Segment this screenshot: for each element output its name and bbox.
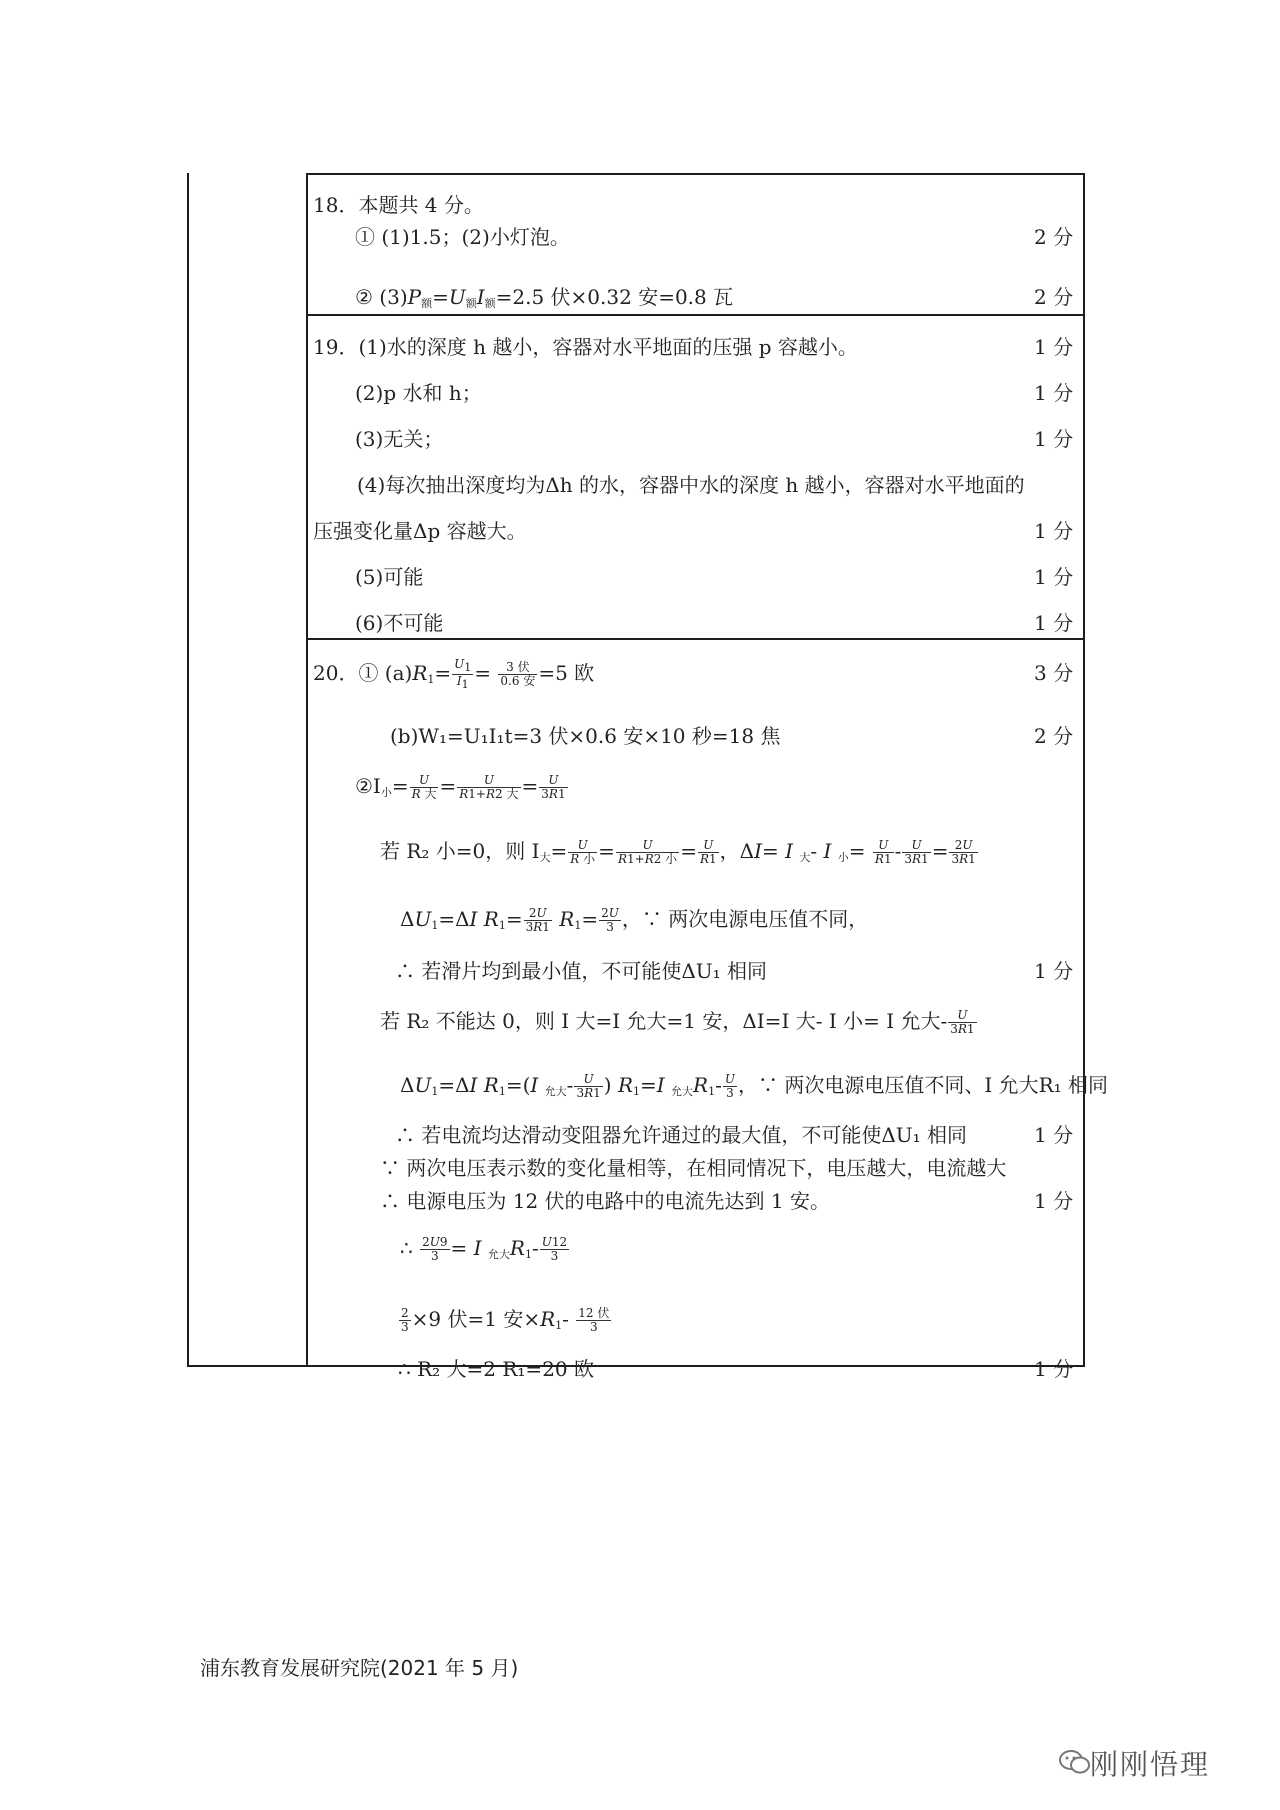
q20-line-9: ∴ 若电流均达滑动变阻器允许通过的最大值，不可能使ΔU₁ 相同: [395, 1123, 968, 1147]
table-left-border: [187, 173, 189, 1367]
q20-line-13: $\frac{2}{3}$ ×9 伏=1 安×R1- 12 伏 3: [401, 1306, 610, 1334]
q19-line-4: (4)每次抽出深度均为Δh 的水，容器中水的深度 h 越小，容器对水平地面的: [357, 473, 1025, 497]
q18-title: 18．本题共 4 分。: [313, 193, 484, 217]
row-divider-19: [306, 638, 1085, 640]
q20-line-3: ②I小= U R 大 = U R1+R2 大 = $\frac{U}{3R1}$: [355, 773, 566, 801]
q19-score-5: 1 分: [1034, 565, 1074, 589]
table-right-border: [1083, 173, 1085, 1367]
q20-line-8: ΔU1=ΔI R1=(I 允大- $\frac{U}{3R1}$ ) R1=I 允大R1- $\frac{U}{3}$ ，∵ 两次电源电压值不同、I 允大R₁ 相同: [400, 1072, 1109, 1100]
table-bottom-border: [187, 1365, 1085, 1367]
q18-score-1: 2 分: [1034, 225, 1074, 249]
q20-score-4: 1 分: [1034, 1123, 1074, 1147]
q18-score-2: 2 分: [1034, 285, 1074, 309]
table-inner-border: [306, 173, 308, 1367]
q19-line-1: 19．(1)水的深度 h 越小，容器对水平地面的压强 p 容越小。: [313, 335, 858, 359]
q20-line-1: 20．① (a)R1= $\frac{U1}{I1}$ = 3 伏 0.6 安 =5 欧: [313, 657, 595, 691]
q20-line-12: ∴ $\frac{2U9}{3}$ = I 允大R1- $\frac{U12}{3}$: [400, 1235, 568, 1263]
q19-score-1: 1 分: [1034, 335, 1074, 359]
wechat-icon: [1058, 1748, 1092, 1776]
q19-score-4: 1 分: [1034, 519, 1074, 543]
q20-score-5: 1 分: [1034, 1189, 1074, 1213]
q20-line-11: ∴ 电源电压为 12 伏的电路中的电流先达到 1 安。: [380, 1189, 830, 1213]
q18-line-2: ② (3)P额=U额I额=2.5 伏×0.32 安=0.8 瓦: [355, 285, 734, 310]
q20-line-10: ∵ 两次电压表示数的变化量相等，在相同情况下，电压越大，电流越大: [380, 1156, 1007, 1180]
q19-line-3: (3)无关；: [355, 427, 444, 451]
q20-line-5: ΔU1=ΔI R1= $\frac{2U}{3R1}$ R1= $\frac{2U}{3}$ ，∵ 两次电源电压值不同，: [400, 906, 869, 934]
watermark-text: 刚刚悟理: [1090, 1748, 1211, 1781]
q20-line-2: (b)W₁=U₁I₁t=3 伏×0.6 安×10 秒=18 焦: [390, 724, 781, 748]
q20-score-3: 1 分: [1034, 959, 1074, 983]
q20-line-4: 若 R₂ 小=0，则 I大= U R 小 = U R1+R2 小 = $\frac{U}{R1}$ ，ΔI= I 大- I 小= $\frac{U}{R1}$ - $\frac{U}{3R1}$ = $\frac{2U}{3R1}$: [380, 838, 976, 866]
q19-line-6: (5)可能: [355, 565, 424, 589]
q20-score-2: 2 分: [1034, 724, 1074, 748]
q19-line-7: (6)不可能: [355, 611, 444, 635]
q20-score-6: 1 分: [1034, 1357, 1074, 1381]
q20-line-6: ∴ 若滑片均到最小值，不可能使ΔU₁ 相同: [395, 959, 768, 983]
q19-score-2: 1 分: [1034, 381, 1074, 405]
q20-score-1: 3 分: [1034, 661, 1074, 685]
table-top-border: [306, 173, 1085, 175]
q19-line-2: (2)p 水和 h；: [355, 381, 482, 405]
footer-publisher: 浦东教育发展研究院(2021 年 5 月): [200, 1656, 519, 1680]
q19-score-3: 1 分: [1034, 427, 1074, 451]
q20-line-7: 若 R₂ 不能达 0，则 I 大=I 允大=1 安，ΔI=I 大- I 小= I 允大- $\frac{U}{3R1}$: [380, 1008, 975, 1036]
q19-score-6: 1 分: [1034, 611, 1074, 635]
q20-line-14: ∴ R₂ 大=2 R₁=20 欧: [398, 1357, 594, 1381]
q19-line-5: 压强变化量Δp 容越大。: [313, 519, 527, 543]
q18-line-1: ① (1)1.5；(2)小灯泡。: [355, 225, 570, 249]
